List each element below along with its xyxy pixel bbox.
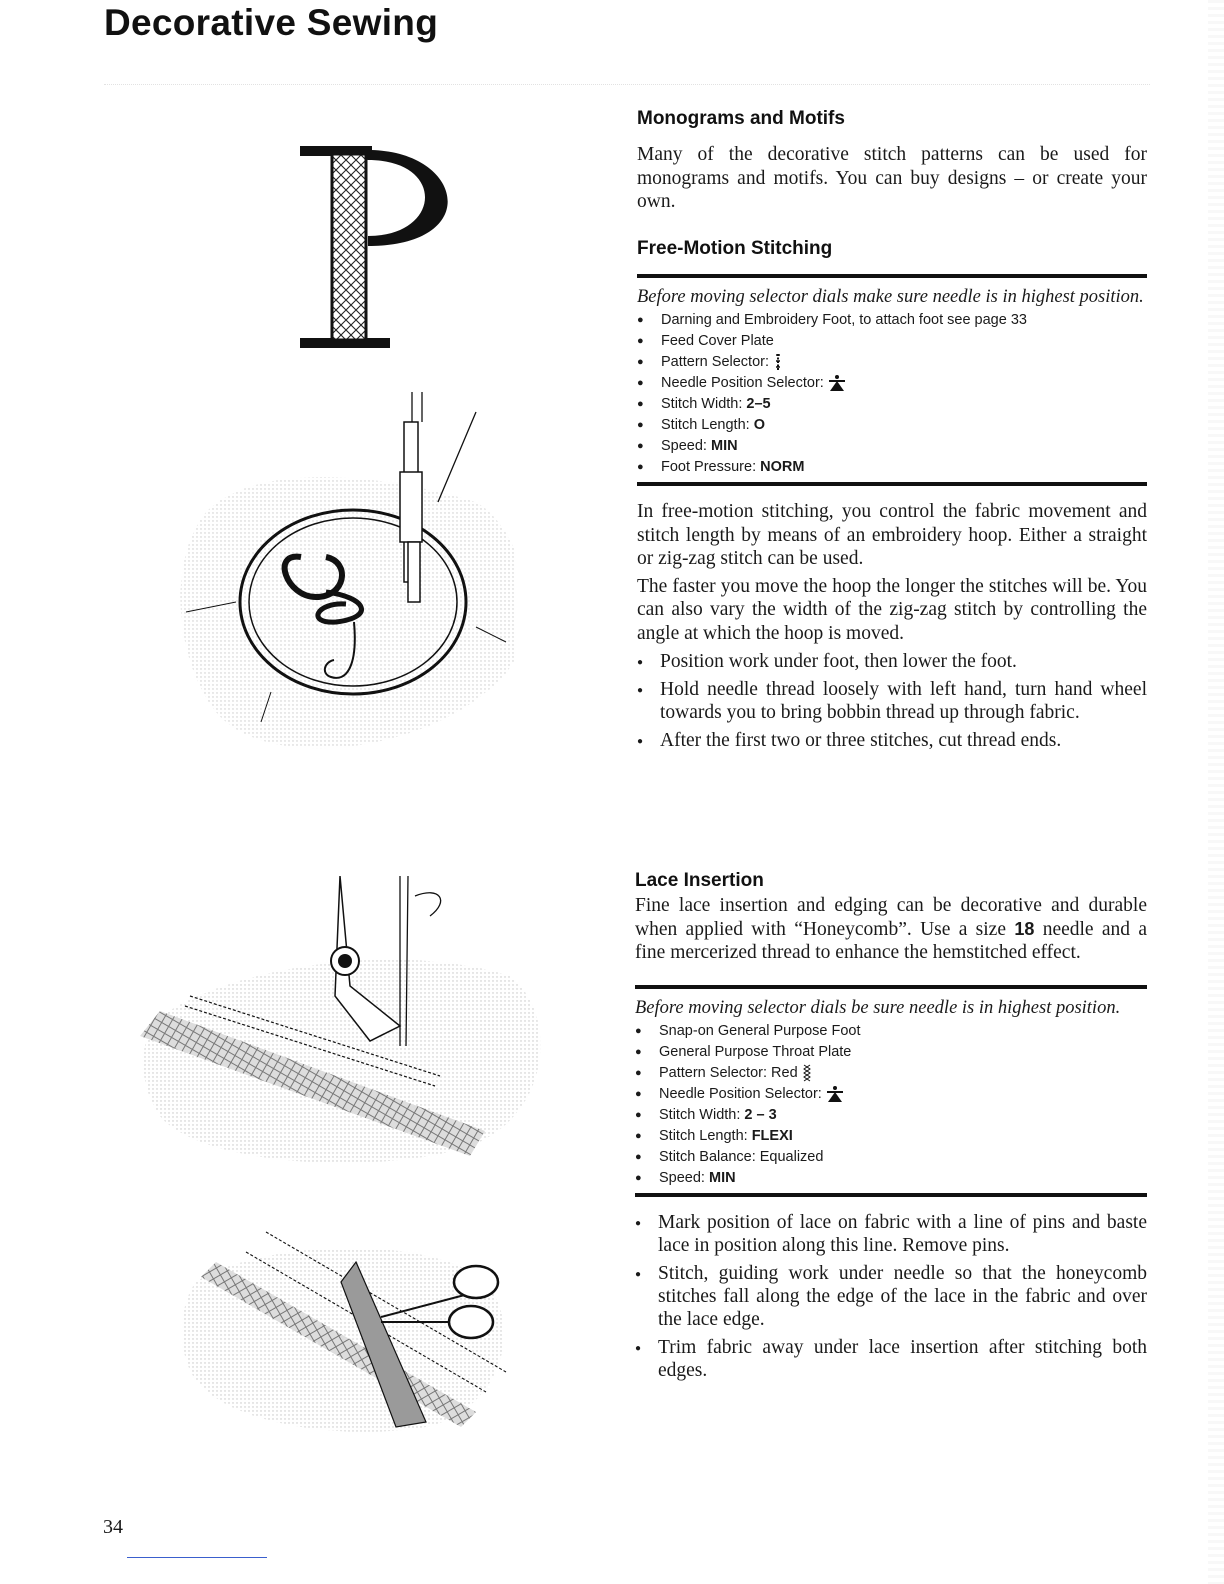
free-motion-steps <box>637 650 1147 752</box>
setting-item: ● Snap-on General Purpose Foot <box>635 1021 1147 1042</box>
free-motion-warning: Before moving selector dials make sure needle is in highest position. <box>637 287 1144 307</box>
step-item: ● Mark position of lace on fabric with a line of pins and baste lace in position along this line. Remove pins. <box>635 1211 1147 1257</box>
setting-item: ● General Purpose Throat Plate <box>635 1042 1147 1063</box>
needle-position-symbol-icon <box>826 1085 844 1103</box>
lace-body: Fine lace insertion and edging can be decorative and durable when applied with “Honeycomb”. Use a size 18 needle and a fine mercerized thread to enhance the hemstitched effect. <box>635 895 1148 963</box>
free-motion-paragraph: In free-motion stitching, you control the fabric movement and stitch length by means of an embroidery hoop. Either a straight or zig-zag stitch can be used. <box>637 501 1147 569</box>
setting-item: ● Needle Position Selector: <box>637 373 1147 394</box>
page-title: Decorative Sewing <box>104 2 439 43</box>
setting-item: ● Stitch Balance: Equalized <box>635 1147 1147 1168</box>
setting-item: ● Stitch Width: 2–5 <box>637 394 1147 415</box>
header-divider <box>104 84 1150 85</box>
footer-line <box>127 1557 267 1558</box>
setting-item: ● Stitch Length: O <box>637 415 1147 436</box>
step-item: ● Hold needle thread loosely with left hand, turn hand wheel towards you to bring bobbin thread up through fabric. <box>637 678 1147 724</box>
honeycomb-stitch-symbol-icon <box>802 1063 812 1083</box>
setting-item: ● Speed: MIN <box>637 436 1147 457</box>
lace-settings-box <box>635 985 1147 1197</box>
setting-item: ● Stitch Length: FLEXI <box>635 1126 1147 1147</box>
setting-item: ● Feed Cover Plate <box>637 331 1147 352</box>
page-edge-scan-texture <box>1208 0 1224 1584</box>
free-motion-section <box>637 238 1147 757</box>
setting-item: ● Darning and Embroidery Foot, to attach foot see page 33 <box>637 310 1147 331</box>
lace-sewing-illustration <box>140 876 560 1166</box>
setting-item: ● Pattern Selector: <box>637 352 1147 373</box>
monogram-letter-text: P <box>296 140 297 141</box>
setting-item: ● Speed: MIN <box>635 1168 1147 1189</box>
lace-steps <box>635 1211 1147 1382</box>
lace-insertion-section <box>635 870 1147 1387</box>
monograms-section <box>637 108 1147 214</box>
setting-item: ● Needle Position Selector: <box>635 1084 1147 1105</box>
setting-item: ● Foot Pressure: NORM <box>637 457 1147 478</box>
needle-position-symbol-icon <box>828 374 846 392</box>
free-motion-paragraph: The faster you move the hoop the longer the stitches will be. You can also vary the width of the zig-zag stitch by controlling the angle at which the hoop is moved. <box>637 575 1147 644</box>
embroidery-hoop-illustration <box>176 392 516 762</box>
step-item: ● After the first two or three stitches, cut thread ends. <box>637 729 1147 752</box>
free-motion-settings-list <box>637 310 1147 478</box>
step-item: ● Stitch, guiding work under needle so that the honeycomb stitches fall along the edge of the lace in the fabric and over the lace edge. <box>635 1262 1147 1331</box>
monograms-heading: Monograms and Motifs <box>637 108 845 129</box>
page-number: 34 <box>103 1516 123 1538</box>
free-motion-heading: Free-Motion Stitching <box>637 238 833 259</box>
lace-warning: Before moving selector dials be sure needle is in highest position. <box>635 997 1121 1018</box>
step-item: ● Position work under foot, then lower the foot. <box>637 650 1147 673</box>
lace-settings-list <box>635 1021 1147 1189</box>
scissors-trim-illustration <box>176 1222 516 1432</box>
setting-item: ● Pattern Selector: Red <box>635 1063 1147 1084</box>
straight-stitch-symbol-icon <box>773 353 783 371</box>
hoop-letters-text: CJ <box>176 392 178 393</box>
setting-item: ● Stitch Width: 2 – 3 <box>635 1105 1147 1126</box>
lace-heading: Lace Insertion <box>635 870 764 891</box>
free-motion-settings-box <box>637 274 1147 486</box>
step-item: ● Trim fabric away under lace insertion after stitching both edges. <box>635 1336 1147 1382</box>
monogram-p-illustration <box>296 140 472 352</box>
monograms-body: Many of the decorative stitch patterns can be used for monograms and motifs. You can buy designs – or create your own. <box>637 144 1147 212</box>
